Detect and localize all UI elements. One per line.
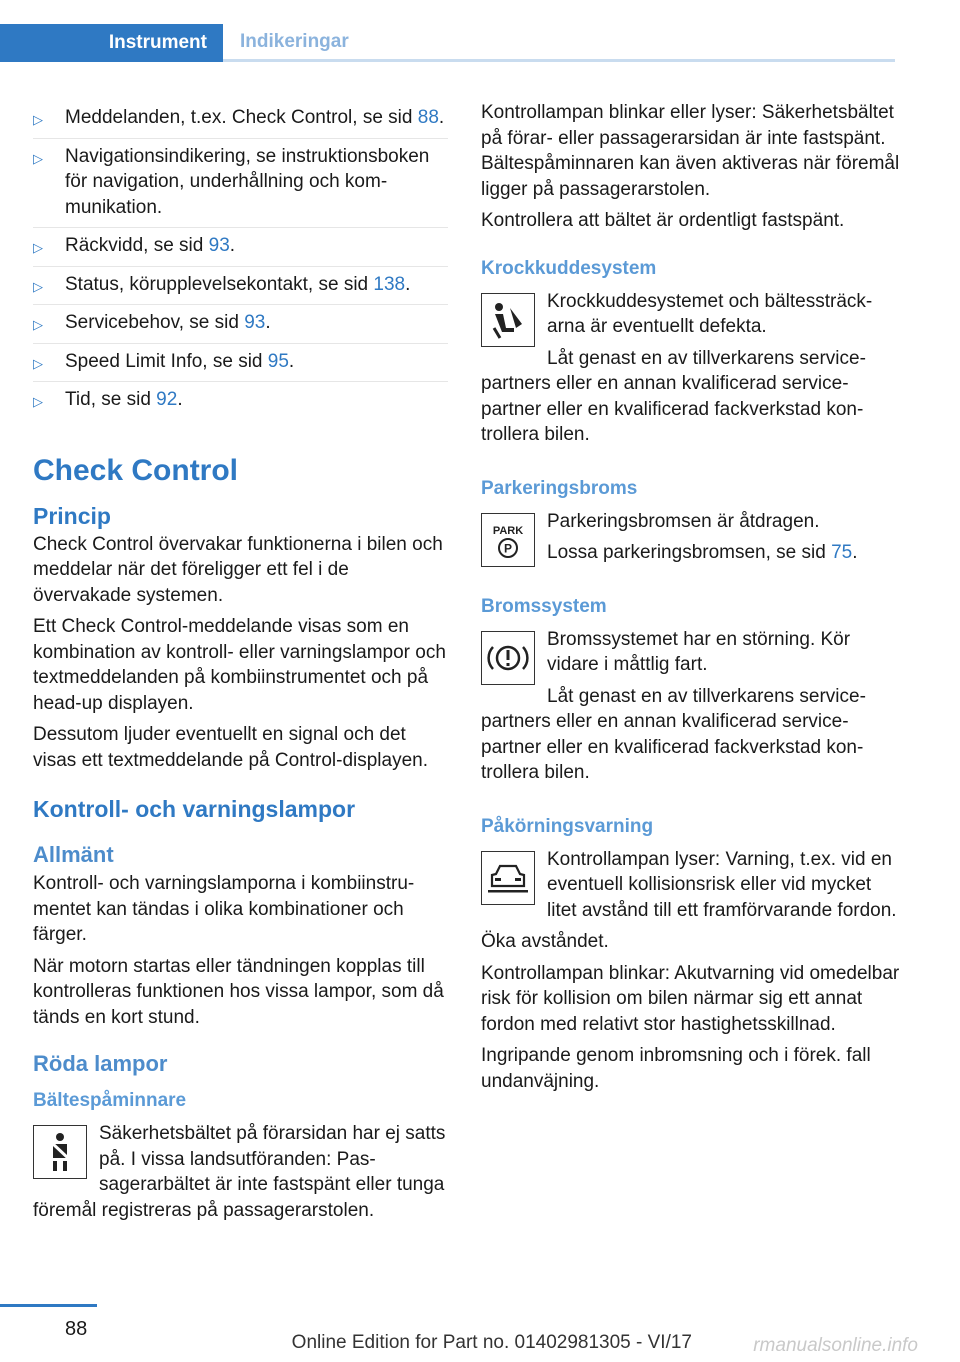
triangle-bullet-icon: ▷ bbox=[33, 317, 43, 332]
lamp-block bbox=[481, 289, 901, 454]
lamp-block bbox=[33, 1121, 448, 1223]
triangle-bullet-icon: ▷ bbox=[33, 150, 43, 166]
paragraph: Kontrollampan lyser: Varning, t.ex. vid en eventuell kollisionsrisk eller vid mycket litet avstånd till ett framförvarande fordon. bbox=[547, 848, 897, 921]
watermark: rmanualsonline.info bbox=[753, 1335, 918, 1356]
airbag-icon bbox=[481, 293, 535, 347]
paragraph: När motorn startas eller tändningen kopplas till kontrolleras funktionen hos vissa lampor, som då tänds en kort stund. bbox=[33, 955, 444, 1028]
page-link[interactable]: 92 bbox=[156, 389, 178, 410]
list-item: ▷ Räckvidd, se sid 93. bbox=[33, 228, 448, 267]
bullet-list bbox=[33, 100, 448, 420]
list-item: ▷ Tid, se sid 92. bbox=[33, 382, 448, 420]
header-tabs bbox=[0, 24, 895, 62]
lamp-heading: Påkörningsvarning bbox=[481, 815, 654, 837]
right-column bbox=[481, 100, 901, 1100]
paragraph: Kontrollampan blinkar eller lyser: Säkerhetsbältet på förar- eller passagerarsidan är inte fastspänt. Bältespåminnaren kan även aktiveras när föremål ligger på passagerarstolen. bbox=[481, 102, 900, 200]
page-number: 88 bbox=[65, 1318, 88, 1340]
paragraph: Kontrollera att bältet är ordentligt fastspänt. bbox=[481, 210, 845, 231]
subheading: Röda lampor bbox=[33, 1051, 168, 1076]
paragraph: Parkeringsbromsen är åtdragen. bbox=[547, 510, 820, 532]
lamp-block bbox=[481, 847, 901, 924]
tab-indikeringar[interactable]: Indikeringar bbox=[223, 24, 895, 62]
lamp-heading: Bromssystem bbox=[481, 595, 607, 617]
tab-instrument[interactable]: Instrument bbox=[0, 24, 223, 62]
paragraph: Lossa parkeringsbromsen, se sid 75. bbox=[547, 542, 858, 563]
parking-brake-icon bbox=[481, 513, 535, 567]
triangle-bullet-icon: ▷ bbox=[33, 112, 43, 127]
edition-text: Online Edition for Part no. 01402981305 - VI/17 bbox=[291, 1332, 692, 1353]
subsection-title: Princip bbox=[33, 502, 111, 529]
page-link[interactable]: 95 bbox=[267, 350, 289, 372]
paragraph: Säkerhetsbältet på förarsidan har ej satts på. I vissa landsutföranden: Passagerarbältet är inte fastspänt eller tunga föremål registreras på passagerarstolen. bbox=[33, 1123, 446, 1221]
triangle-bullet-icon: ▷ bbox=[33, 355, 43, 371]
brake-warning-icon bbox=[481, 631, 535, 685]
section-title: Check Control bbox=[33, 453, 239, 487]
list-item: ▷ Meddelanden, t.ex. Check Control, se sid 88. bbox=[33, 100, 448, 139]
page-link[interactable]: 93 bbox=[208, 235, 230, 256]
page-link[interactable]: 93 bbox=[244, 312, 266, 333]
paragraph: Ingripande genom inbromsning och i förek. fall undanväjning. bbox=[481, 1045, 871, 1092]
paragraph: Bromssystemet har en störning. Kör vidare i måttlig fart. bbox=[547, 628, 851, 675]
list-item: ▷ Status, körupplevelsekontakt, se sid 138. bbox=[33, 267, 448, 306]
paragraph: Krockkuddesystemet och bältessträckarna är eventuellt defekta. bbox=[547, 290, 873, 337]
paragraph: Öka avståndet. bbox=[481, 931, 609, 952]
footer-accent-bar bbox=[0, 1304, 97, 1307]
triangle-bullet-icon: ▷ bbox=[33, 394, 43, 409]
list-item: ▷ Speed Limit Info, se sid 95. bbox=[33, 344, 448, 383]
subheading: Allmänt bbox=[33, 842, 114, 867]
list-item: ▷ Navigationsindikering, se instruktionsboken för navigation, underhållning och kommunikation. bbox=[33, 139, 448, 229]
page-link[interactable]: 88 bbox=[417, 107, 439, 128]
paragraph: Dessutom ljuder eventuellt en signal och det visas ett textmeddelande på Control-displayen. bbox=[33, 724, 429, 771]
lamp-block bbox=[481, 509, 901, 572]
svg-text:P: P bbox=[503, 541, 513, 555]
triangle-bullet-icon: ▷ bbox=[33, 240, 43, 255]
lamp-heading: Parkeringsbroms bbox=[481, 477, 638, 499]
paragraph: Kontrollampan blinkar: Akutvarning vid omedelbar risk för kollision om bilen närmar sig ett annat fordon med relativt stor hastighetsskillnad. bbox=[481, 962, 900, 1035]
car-collision-icon bbox=[481, 851, 535, 905]
paragraph: Ett Check Control-meddelande visas som en kombination av kontroll- eller varningslampor och textmeddelanden på kombiinstrumentet och på head-up displayen. bbox=[33, 616, 446, 714]
park-icon-label: PARK bbox=[492, 524, 524, 537]
page-link[interactable]: 138 bbox=[373, 273, 406, 295]
paragraph: Låt genast en av tillverkarens servicepartners eller en annan kvalificerad servicepartner eller en kvalificerad fackverkstad kontrollera bilen. bbox=[481, 685, 866, 783]
subsection-title: Kontroll- och varningslampor bbox=[33, 796, 356, 822]
page-link[interactable]: 75 bbox=[831, 542, 853, 563]
list-item: ▷ Servicebehov, se sid 93. bbox=[33, 305, 448, 344]
paragraph: Kontroll- och varningslamporna i kombiinstrumentet kan tändas i olika kombinationer och färger. bbox=[33, 873, 415, 945]
paragraph: Låt genast en av tillverkarens servicepartners eller en annan kvalificerad servicepartner eller en kvalificerad fackverkstad kontrollera bilen. bbox=[481, 347, 866, 445]
triangle-bullet-icon: ▷ bbox=[33, 278, 43, 294]
paragraph: Check Control övervakar funktionerna i bilen och meddelar när det föreligger ett fel i de övervakade systemen. bbox=[33, 533, 443, 606]
lamp-block bbox=[481, 627, 901, 792]
lamp-heading: Krockkuddesystem bbox=[481, 257, 657, 279]
seatbelt-icon bbox=[33, 1125, 87, 1179]
left-column bbox=[33, 100, 448, 1223]
lamp-heading: Bältespåminnare bbox=[33, 1090, 187, 1111]
